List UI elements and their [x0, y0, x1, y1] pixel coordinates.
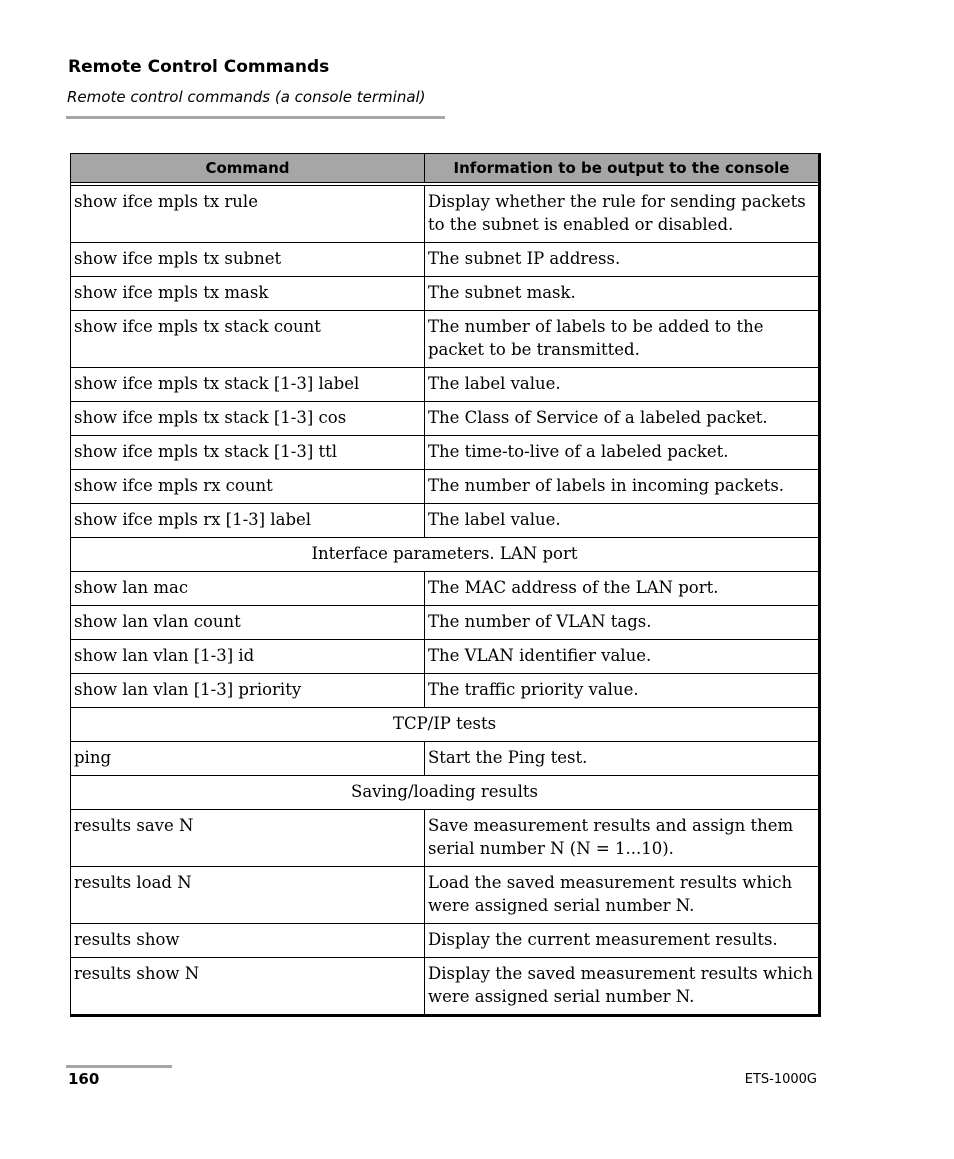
- info-cell: The label value.: [425, 504, 820, 538]
- group-heading: Interface parameters. LAN port: [71, 538, 820, 572]
- info-cell: The number of VLAN tags.: [425, 606, 820, 640]
- table-row: [71, 958, 820, 1016]
- command-cell: show lan vlan [1-3] id: [71, 640, 425, 674]
- table-group-row: [71, 538, 820, 572]
- command-cell: show ifce mpls rx count: [71, 470, 425, 504]
- command-cell: results show: [71, 924, 425, 958]
- command-cell: show lan vlan [1-3] priority: [71, 674, 425, 708]
- command-cell: show ifce mpls tx mask: [71, 277, 425, 311]
- command-cell: show lan vlan count: [71, 606, 425, 640]
- command-cell: ping: [71, 742, 425, 776]
- section-title: Remote Control Commands: [68, 57, 330, 77]
- table-row: [71, 867, 820, 924]
- table-row: [71, 742, 820, 776]
- command-cell: results save N: [71, 810, 425, 867]
- table-row: [71, 186, 820, 243]
- command-cell: show ifce mpls tx stack count: [71, 311, 425, 368]
- info-cell: Load the saved measurement results which were assigned serial number N.: [425, 867, 820, 924]
- table-row: [71, 243, 820, 277]
- command-cell: show ifce mpls tx stack [1-3] label: [71, 368, 425, 402]
- commands-table: [70, 153, 821, 1017]
- info-cell: Display whether the rule for sending packets to the subnet is enabled or disabled.: [425, 186, 820, 243]
- command-cell: show lan mac: [71, 572, 425, 606]
- table-row: [71, 606, 820, 640]
- command-cell: show ifce mpls tx subnet: [71, 243, 425, 277]
- column-header-command: Command: [71, 154, 425, 183]
- command-cell: show ifce mpls tx rule: [71, 186, 425, 243]
- column-header-info: Information to be output to the console: [425, 154, 820, 183]
- table-row: [71, 402, 820, 436]
- info-cell: The MAC address of the LAN port.: [425, 572, 820, 606]
- table-group-row: [71, 708, 820, 742]
- command-cell: show ifce mpls rx [1-3] label: [71, 504, 425, 538]
- footer-divider: [66, 1065, 172, 1068]
- command-cell: results show N: [71, 958, 425, 1016]
- group-heading: Saving/loading results: [71, 776, 820, 810]
- command-cell: show ifce mpls tx stack [1-3] ttl: [71, 436, 425, 470]
- info-cell: The number of labels to be added to the packet to be transmitted.: [425, 311, 820, 368]
- page-number: 160: [68, 1070, 100, 1088]
- command-cell: show ifce mpls tx stack [1-3] cos: [71, 402, 425, 436]
- info-cell: The label value.: [425, 368, 820, 402]
- table-row: [71, 277, 820, 311]
- table-row: [71, 368, 820, 402]
- table-row: [71, 674, 820, 708]
- info-cell: Start the Ping test.: [425, 742, 820, 776]
- table-row: [71, 436, 820, 470]
- info-cell: Display the saved measurement results which were assigned serial number N.: [425, 958, 820, 1016]
- info-cell: The subnet mask.: [425, 277, 820, 311]
- table-header-row: [71, 154, 820, 183]
- table-row: [71, 311, 820, 368]
- table-row: [71, 572, 820, 606]
- section-subtitle: Remote control commands (a console terminal): [67, 88, 426, 106]
- info-cell: The subnet IP address.: [425, 243, 820, 277]
- table-row: [71, 810, 820, 867]
- info-cell: Display the current measurement results.: [425, 924, 820, 958]
- command-cell: results load N: [71, 867, 425, 924]
- table-group-row: [71, 776, 820, 810]
- table-body: [71, 183, 820, 1016]
- info-cell: Save measurement results and assign them serial number N (N = 1...10).: [425, 810, 820, 867]
- table-row: [71, 470, 820, 504]
- info-cell: The traffic priority value.: [425, 674, 820, 708]
- table-row: [71, 504, 820, 538]
- table-row: [71, 640, 820, 674]
- group-heading: TCP/IP tests: [71, 708, 820, 742]
- table-row: [71, 924, 820, 958]
- info-cell: The number of labels in incoming packets.: [425, 470, 820, 504]
- info-cell: The VLAN identifier value.: [425, 640, 820, 674]
- info-cell: The Class of Service of a labeled packet.: [425, 402, 820, 436]
- product-name: ETS-1000G: [744, 1072, 817, 1087]
- info-cell: The time-to-live of a labeled packet.: [425, 436, 820, 470]
- header-divider: [66, 116, 445, 119]
